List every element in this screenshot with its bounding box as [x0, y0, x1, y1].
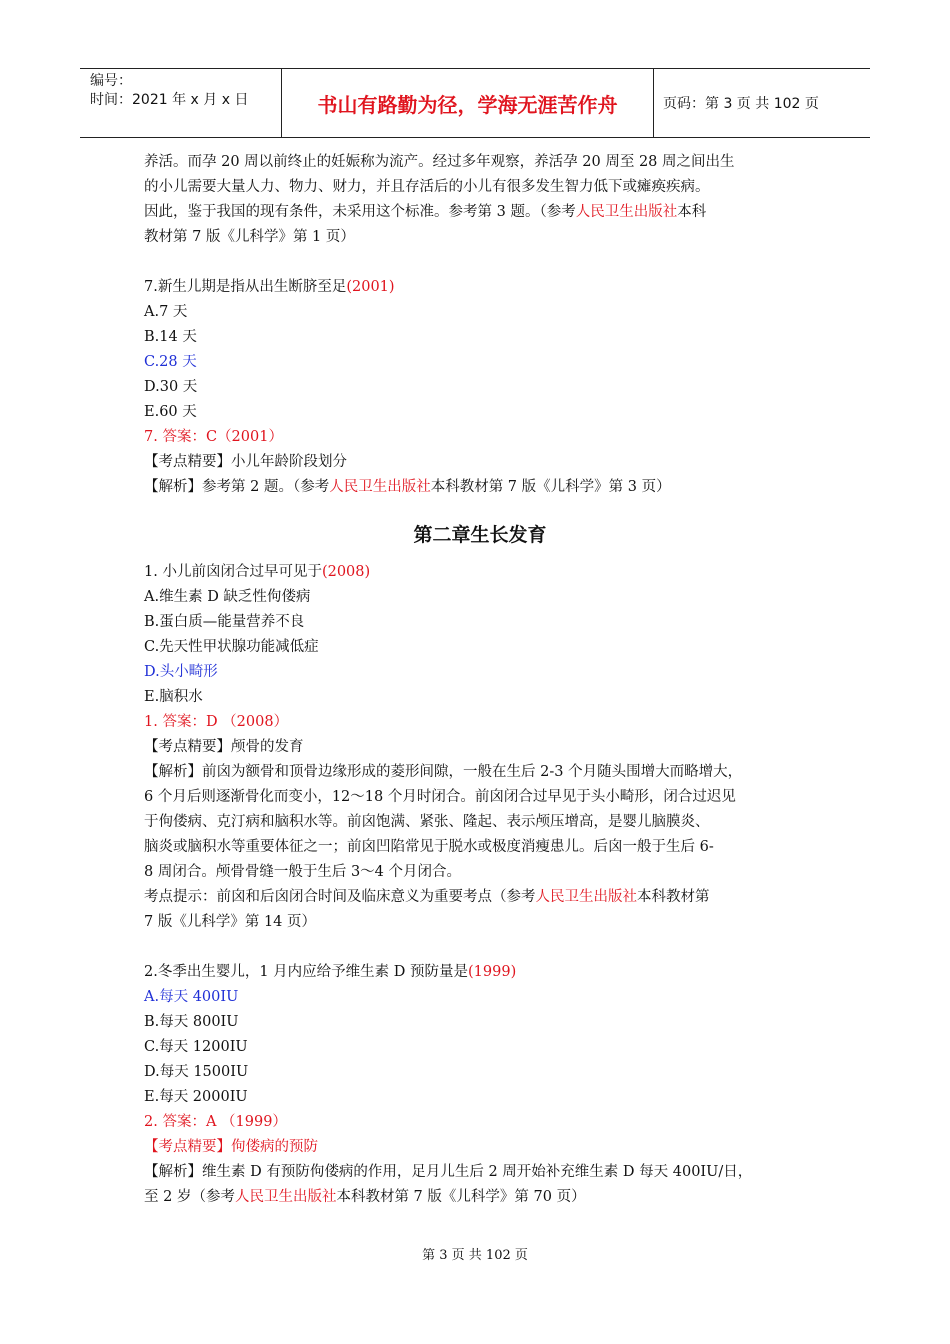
- hint-line: 考点提示：前囟和后囟闭合时间及临床意义为重要考点（参考人民卫生出版社本科教材第: [144, 889, 710, 905]
- option-a-correct: A.每天 400IU: [144, 989, 239, 1005]
- page-content: [144, 150, 816, 1210]
- page-footer: 第 3 页 共 102 页: [422, 1248, 528, 1263]
- answer-line: 2. 答案：A （1999）: [144, 1114, 287, 1130]
- document-time-label: 时间：2021 年 x 月 x 日: [90, 92, 249, 108]
- option-b: B.14 天: [144, 329, 197, 345]
- key-point: 【考点精要】颅骨的发育: [144, 739, 304, 755]
- analysis-line: 至 2 岁（参考人民卫生出版社本科教材第 7 版《儿科学》第 70 页）: [144, 1189, 586, 1205]
- question-year: (2008): [321, 564, 371, 580]
- option-d: D.每天 1500IU: [144, 1064, 249, 1080]
- intro-line: 养活。而孕 20 周以前终止的妊娠称为流产。经过多年观察，养活孕 20 周至 28 周之间出生: [144, 154, 735, 170]
- analysis-line: 【解析】参考第 2 题。（参考人民卫生出版社本科教材第 7 版《儿科学》第 3 页）: [144, 479, 671, 495]
- key-point: 【考点精要】小儿年龄阶段划分: [144, 454, 347, 470]
- answer-line: 7. 答案：C（2001）: [144, 429, 283, 445]
- option-e: E.每天 2000IU: [144, 1089, 248, 1105]
- analysis-line: 【解析】维生素 D 有预防佝偻病的作用，足月儿生后 2 周开始补充维生素 D 每天 400IU/日，: [144, 1164, 753, 1180]
- option-b: B.每天 800IU: [144, 1014, 239, 1030]
- option-e: E.脑积水: [144, 689, 203, 705]
- intro-line: 教材第 7 版《儿科学》第 1 页）: [144, 229, 355, 245]
- publisher-name: 人民卫生出版社: [329, 479, 431, 495]
- option-a: A.7 天: [144, 304, 188, 320]
- option-d-correct: D.头小畸形: [144, 664, 218, 680]
- analysis-line: 6 个月后则逐渐骨化而变小，12～18 个月时闭合。前囟闭合过早见于头小畸形，闭合过迟见: [144, 789, 736, 805]
- publisher-name: 人民卫生出版社: [234, 1189, 337, 1205]
- option-a: A.维生素 D 缺乏性佝偻病: [144, 589, 311, 605]
- header-motto: 书山有路勤为径，学海无涯苦作舟: [282, 69, 654, 137]
- option-c: C.先天性甲状腺功能减低症: [144, 639, 319, 655]
- option-c: C.每天 1200IU: [144, 1039, 248, 1055]
- question-stem: 7.新生儿期是指从出生断脐至足(2001): [144, 279, 395, 295]
- question-year: (1999): [468, 964, 517, 980]
- publisher-name: 人民卫生出版社: [575, 204, 678, 220]
- question-stem: 1. 小儿前囟闭合过早可见于(2008): [144, 564, 371, 580]
- header-page-label: 页码：第 3 页 共 102 页: [663, 96, 819, 112]
- option-c-correct: C.28 天: [144, 354, 197, 370]
- option-d: D.30 天: [144, 379, 198, 395]
- hint-line: 7 版《儿科学》第 14 页）: [144, 914, 317, 930]
- document-number-label: 编号：: [90, 73, 132, 89]
- answer-line: 1. 答案：D （2008）: [144, 714, 289, 730]
- intro-line: 因此，鉴于我国的现有条件，未采用这个标准。参考第 3 题。（参考人民卫生出版社本科: [144, 204, 707, 220]
- analysis-line: 脑炎或脑积水等重要体征之一；前囟凹陷常见于脱水或极度消瘦患儿。后囟一般于生后 6-: [144, 839, 714, 855]
- publisher-name: 人民卫生出版社: [535, 889, 637, 905]
- page-header: [80, 68, 870, 138]
- question-year: (2001): [346, 279, 395, 295]
- header-meta: [80, 69, 282, 137]
- option-b: B.蛋白质—能量营养不良: [144, 614, 305, 630]
- analysis-line: 于佝偻病、克汀病和脑积水等。前囟饱满、紧张、隆起、表示颅压增高，是婴儿脑膜炎、: [144, 814, 710, 830]
- analysis-line: 8 周闭合。颅骨骨缝一般于生后 3～4 个月闭合。: [144, 864, 462, 880]
- question-stem: 2.冬季出生婴儿，1 月内应给予维生素 D 预防量是(1999): [144, 964, 517, 980]
- key-point: 【考点精要】佝偻病的预防: [144, 1139, 318, 1155]
- chapter-title: 第二章生长发育: [413, 524, 547, 546]
- option-e: E.60 天: [144, 404, 197, 420]
- analysis-line: 【解析】前囟为额骨和顶骨边缘形成的菱形间隙，一般在生后 2-3 个月随头围增大而略增大，: [144, 764, 743, 780]
- intro-line: 的小儿需要大量人力、物力、财力，并且存活后的小儿有很多发生智力低下或瘫痪疾病。: [144, 179, 710, 195]
